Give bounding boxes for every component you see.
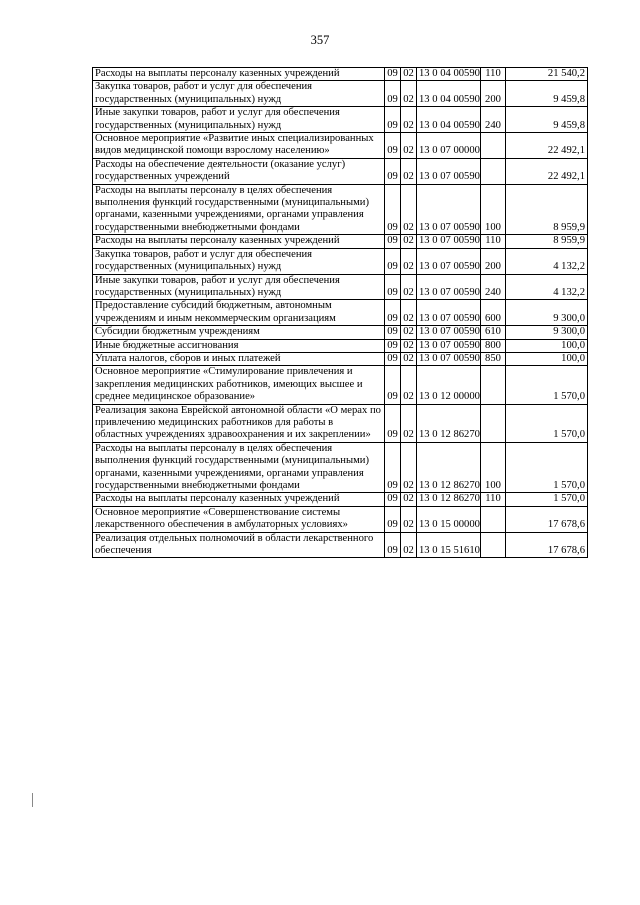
amount: 1 570,0 xyxy=(506,493,588,506)
target-article-part: 86270 xyxy=(453,480,480,491)
expense-type-code: 200 xyxy=(481,81,506,107)
expense-type-code: 240 xyxy=(481,107,506,133)
row-name: Расходы на выплаты персоналу казенных учреждений xyxy=(93,68,385,81)
target-article-part: 07 xyxy=(440,145,451,157)
target-article-part: 13 xyxy=(419,312,430,324)
section-code: 09 xyxy=(385,300,401,326)
target-article-part: 00590 xyxy=(453,93,480,105)
row-name: Расходы на выплаты персоналу в целях обеспечения выполнения функций государственными (муниципальными) органами, казенными учреждениями, органами управления государственными внебюджетными фондами xyxy=(93,442,385,493)
subsection-code: 02 xyxy=(401,235,417,248)
target-article-part: 13 xyxy=(419,261,430,273)
target-article-code xyxy=(417,235,481,248)
target-article-part: 07 xyxy=(440,352,451,364)
target-article-part: 04 xyxy=(440,119,451,131)
row-name: Расходы на обеспечение деятельности (оказание услуг) государственных учреждений xyxy=(93,158,385,184)
expense-type-code: 110 xyxy=(481,235,506,248)
target-article-part: 0 xyxy=(432,391,438,403)
table-row xyxy=(93,366,588,404)
target-article-code xyxy=(417,133,481,159)
section-code: 09 xyxy=(385,274,401,300)
subsection-code: 02 xyxy=(401,81,417,107)
row-name: Реализация отдельных полномочий в области лекарственного обеспечения xyxy=(93,532,385,558)
section-code: 09 xyxy=(385,68,401,81)
target-article-part: 00590 xyxy=(453,261,480,273)
target-article-part: 12 xyxy=(440,429,451,441)
expense-type-code: 100 xyxy=(481,442,506,493)
target-article-part: 12 xyxy=(440,480,451,491)
section-code: 09 xyxy=(385,107,401,133)
expense-type-code: 240 xyxy=(481,274,506,300)
target-article-code xyxy=(417,184,481,235)
amount: 4 132,2 xyxy=(506,248,588,274)
subsection-code: 02 xyxy=(401,352,417,365)
row-name: Иные бюджетные ассигнования xyxy=(93,339,385,352)
target-article-part: 0 xyxy=(432,119,438,131)
target-article-code xyxy=(417,107,481,133)
target-article-part: 13 xyxy=(419,235,430,247)
target-article-part: 00590 xyxy=(453,221,480,233)
subsection-code: 02 xyxy=(401,326,417,339)
target-article-code xyxy=(417,404,481,442)
target-article-part: 00590 xyxy=(453,339,480,351)
target-article-part: 13 xyxy=(419,221,430,233)
expense-type-code: 610 xyxy=(481,326,506,339)
amount: 1 570,0 xyxy=(506,404,588,442)
target-article-code xyxy=(417,300,481,326)
target-article-part: 0 xyxy=(432,145,438,157)
subsection-code: 02 xyxy=(401,300,417,326)
section-code: 09 xyxy=(385,184,401,235)
target-article-part: 00000 xyxy=(453,519,480,531)
subsection-code: 02 xyxy=(401,532,417,558)
target-article-part: 04 xyxy=(440,93,451,105)
target-article-part: 12 xyxy=(440,391,451,403)
target-article-part: 13 xyxy=(419,68,430,79)
amount: 100,0 xyxy=(506,352,588,365)
target-article-part: 0 xyxy=(432,493,438,505)
section-code: 09 xyxy=(385,235,401,248)
amount: 17 678,6 xyxy=(506,506,588,532)
table-row xyxy=(93,404,588,442)
row-name: Расходы на выплаты персоналу казенных учреждений xyxy=(93,235,385,248)
expense-type-code xyxy=(481,404,506,442)
table-row xyxy=(93,274,588,300)
section-code: 09 xyxy=(385,493,401,506)
target-article-part: 0 xyxy=(432,93,438,105)
target-article-part: 00590 xyxy=(453,286,480,298)
target-article-code xyxy=(417,352,481,365)
target-article-part: 0 xyxy=(432,261,438,273)
target-article-code xyxy=(417,248,481,274)
row-name: Расходы на выплаты персоналу казенных учреждений xyxy=(93,493,385,506)
target-article-part: 86270 xyxy=(453,493,480,505)
subsection-code: 02 xyxy=(401,68,417,81)
subsection-code: 02 xyxy=(401,506,417,532)
target-article-part: 0 xyxy=(432,235,438,247)
target-article-code xyxy=(417,326,481,339)
target-article-part: 13 xyxy=(419,493,430,505)
target-article-part: 07 xyxy=(440,312,451,324)
amount: 21 540,2 xyxy=(506,68,588,81)
table-row xyxy=(93,352,588,365)
amount: 9 300,0 xyxy=(506,326,588,339)
section-code: 09 xyxy=(385,326,401,339)
target-article-part: 0 xyxy=(432,286,438,298)
target-article-code xyxy=(417,506,481,532)
expense-type-code xyxy=(481,133,506,159)
target-article-part: 07 xyxy=(440,171,451,183)
target-article-part: 0 xyxy=(432,519,438,531)
subsection-code: 02 xyxy=(401,274,417,300)
section-code: 09 xyxy=(385,442,401,493)
scan-mark xyxy=(32,793,33,807)
target-article-part: 13 xyxy=(419,519,430,531)
target-article-part: 00590 xyxy=(453,326,480,338)
target-article-part: 13 xyxy=(419,326,430,338)
target-article-part: 07 xyxy=(440,235,451,247)
budget-table xyxy=(92,67,588,558)
target-article-part: 13 xyxy=(419,352,430,364)
table-row xyxy=(93,68,588,81)
target-article-part: 0 xyxy=(432,429,438,441)
target-article-code xyxy=(417,366,481,404)
target-article-part: 13 xyxy=(419,119,430,131)
target-article-code xyxy=(417,493,481,506)
target-article-code xyxy=(417,68,481,81)
target-article-part: 00590 xyxy=(453,352,480,364)
row-name: Уплата налогов, сборов и иных платежей xyxy=(93,352,385,365)
table-row xyxy=(93,184,588,235)
target-article-part: 0 xyxy=(432,171,438,183)
expense-type-code: 200 xyxy=(481,248,506,274)
table-row xyxy=(93,442,588,493)
amount: 1 570,0 xyxy=(506,366,588,404)
target-article-part: 15 xyxy=(440,519,451,531)
amount: 9 300,0 xyxy=(506,300,588,326)
target-article-code xyxy=(417,339,481,352)
amount: 1 570,0 xyxy=(506,442,588,493)
target-article-part: 07 xyxy=(440,221,451,233)
section-code: 09 xyxy=(385,532,401,558)
page-number: 357 xyxy=(310,33,330,47)
table-row xyxy=(93,158,588,184)
target-article-part: 0 xyxy=(432,221,438,233)
target-article-part: 13 xyxy=(419,480,430,491)
table-row xyxy=(93,326,588,339)
amount: 4 132,2 xyxy=(506,274,588,300)
budget-table-body xyxy=(93,68,588,558)
target-article-part: 0 xyxy=(432,312,438,324)
row-name: Субсидии бюджетным учреждениям xyxy=(93,326,385,339)
subsection-code: 02 xyxy=(401,158,417,184)
amount: 100,0 xyxy=(506,339,588,352)
target-article-part: 00590 xyxy=(453,119,480,131)
target-article-code xyxy=(417,81,481,107)
table-row xyxy=(93,532,588,558)
target-article-part: 13 xyxy=(419,545,430,557)
row-name: Иные закупки товаров, работ и услуг для обеспечения государственных (муниципальных) нужд xyxy=(93,274,385,300)
section-code: 09 xyxy=(385,404,401,442)
target-article-part: 13 xyxy=(419,93,430,105)
subsection-code: 02 xyxy=(401,493,417,506)
table-row xyxy=(93,235,588,248)
target-article-part: 00590 xyxy=(453,68,480,79)
target-article-part: 00590 xyxy=(453,171,480,183)
table-row xyxy=(93,300,588,326)
expense-type-code: 600 xyxy=(481,300,506,326)
target-article-code xyxy=(417,158,481,184)
target-article-part: 13 xyxy=(419,145,430,157)
target-article-part: 07 xyxy=(440,286,451,298)
subsection-code: 02 xyxy=(401,442,417,493)
section-code: 09 xyxy=(385,133,401,159)
expense-type-code xyxy=(481,158,506,184)
table-row xyxy=(93,81,588,107)
table-row xyxy=(93,339,588,352)
section-code: 09 xyxy=(385,506,401,532)
section-code: 09 xyxy=(385,158,401,184)
target-article-part: 0 xyxy=(432,480,438,491)
row-name: Расходы на выплаты персоналу в целях обеспечения выполнения функций государственными (муниципальными) органами, казенными учреждениями, органами управления государственными внебюджетными фондами xyxy=(93,184,385,235)
target-article-part: 0 xyxy=(432,339,438,351)
expense-type-code xyxy=(481,366,506,404)
target-article-code xyxy=(417,532,481,558)
row-name: Закупка товаров, работ и услуг для обеспечения государственных (муниципальных) нужд xyxy=(93,248,385,274)
amount: 8 959,9 xyxy=(506,235,588,248)
expense-type-code: 850 xyxy=(481,352,506,365)
table-row xyxy=(93,506,588,532)
target-article-code xyxy=(417,442,481,493)
target-article-part: 0 xyxy=(432,352,438,364)
expense-type-code: 800 xyxy=(481,339,506,352)
table-row xyxy=(93,133,588,159)
target-article-part: 86270 xyxy=(453,429,480,441)
target-article-part: 07 xyxy=(440,326,451,338)
target-article-part: 07 xyxy=(440,261,451,273)
subsection-code: 02 xyxy=(401,404,417,442)
row-name: Основное мероприятие «Развитие иных специализированных видов медицинской помощи взрослому населению» xyxy=(93,133,385,159)
target-article-part: 0 xyxy=(432,326,438,338)
table-row xyxy=(93,107,588,133)
subsection-code: 02 xyxy=(401,366,417,404)
amount: 8 959,9 xyxy=(506,184,588,235)
row-name: Закупка товаров, работ и услуг для обеспечения государственных (муниципальных) нужд xyxy=(93,81,385,107)
section-code: 09 xyxy=(385,352,401,365)
subsection-code: 02 xyxy=(401,133,417,159)
target-article-part: 00000 xyxy=(453,391,480,403)
amount: 22 492,1 xyxy=(506,158,588,184)
target-article-part: 07 xyxy=(440,339,451,351)
target-article-part: 13 xyxy=(419,339,430,351)
target-article-part: 00590 xyxy=(453,312,480,324)
row-name: Основное мероприятие «Совершенствование системы лекарственного обеспечения в амбулаторных условиях» xyxy=(93,506,385,532)
subsection-code: 02 xyxy=(401,248,417,274)
section-code: 09 xyxy=(385,248,401,274)
target-article-part: 13 xyxy=(419,429,430,441)
amount: 17 678,6 xyxy=(506,532,588,558)
subsection-code: 02 xyxy=(401,107,417,133)
expense-type-code: 110 xyxy=(481,493,506,506)
amount: 22 492,1 xyxy=(506,133,588,159)
amount: 9 459,8 xyxy=(506,107,588,133)
row-name: Реализация закона Еврейской автономной области «О мерах по привлечению медицинских работников для работы в областных учреждениях здравоохранения и их закреплении» xyxy=(93,404,385,442)
section-code: 09 xyxy=(385,81,401,107)
target-article-code xyxy=(417,274,481,300)
section-code: 09 xyxy=(385,366,401,404)
target-article-part: 0 xyxy=(432,545,438,557)
row-name: Иные закупки товаров, работ и услуг для обеспечения государственных (муниципальных) нужд xyxy=(93,107,385,133)
target-article-part: 12 xyxy=(440,493,451,505)
expense-type-code: 110 xyxy=(481,68,506,81)
subsection-code: 02 xyxy=(401,339,417,352)
expense-type-code xyxy=(481,532,506,558)
row-name: Предоставление субсидий бюджетным, автономным учреждениям и иным некоммерческим организациям xyxy=(93,300,385,326)
target-article-part: 15 xyxy=(440,545,451,557)
subsection-code: 02 xyxy=(401,184,417,235)
target-article-part: 13 xyxy=(419,391,430,403)
amount: 9 459,8 xyxy=(506,81,588,107)
expense-type-code xyxy=(481,506,506,532)
target-article-part: 13 xyxy=(419,286,430,298)
expense-type-code: 100 xyxy=(481,184,506,235)
target-article-part: 00000 xyxy=(453,145,480,157)
target-article-part: 51610 xyxy=(453,545,480,557)
row-name: Основное мероприятие «Стимулирование привлечения и закрепления медицинских работников, имеющих высшее и среднее медицинское образование» xyxy=(93,366,385,404)
table-row xyxy=(93,493,588,506)
target-article-part: 13 xyxy=(419,171,430,183)
target-article-part: 00590 xyxy=(453,235,480,247)
section-code: 09 xyxy=(385,339,401,352)
target-article-part: 0 xyxy=(432,68,438,79)
table-row xyxy=(93,248,588,274)
target-article-part: 04 xyxy=(440,68,451,79)
